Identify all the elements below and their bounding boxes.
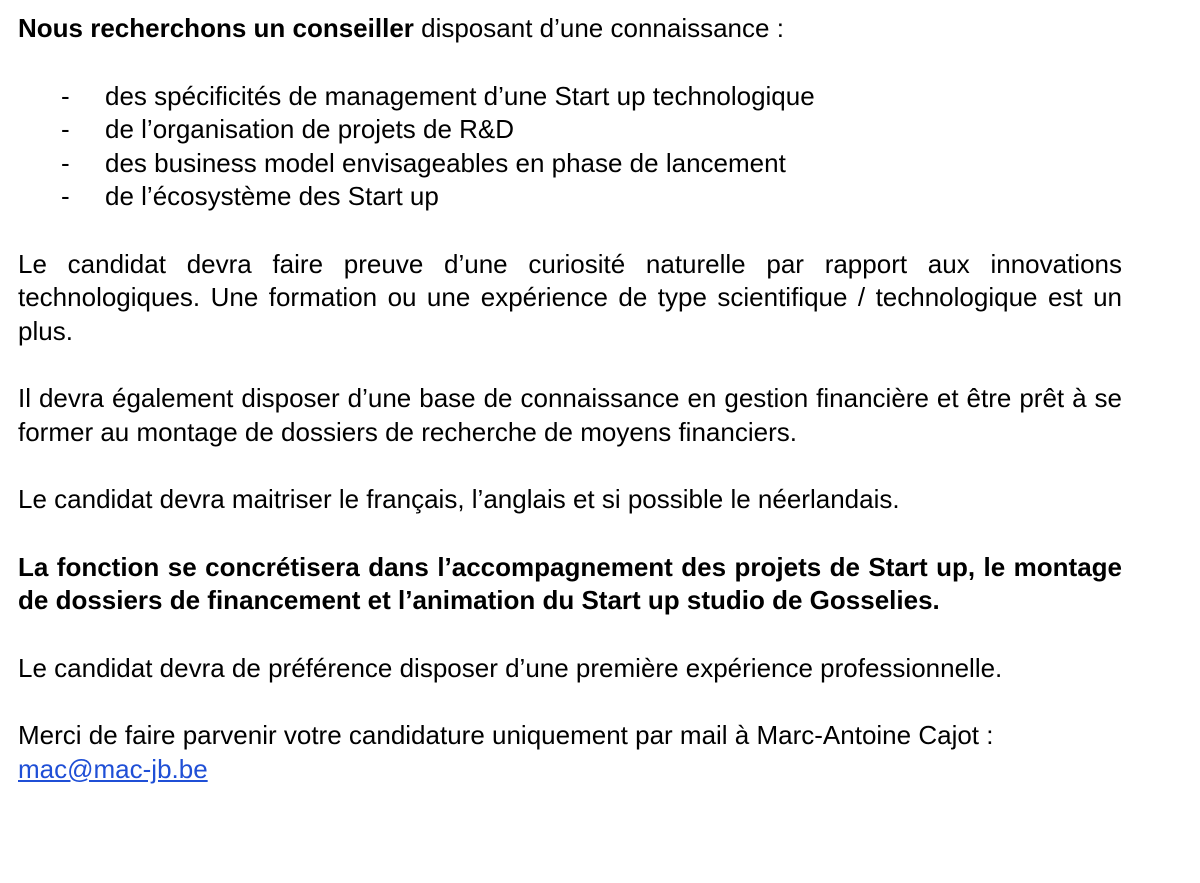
function-paragraph: La fonction se concrétisera dans l’accompagnement des projets de Start up, le montage de dossiers de financement et l’animation du Start up studio de Gosselies. — [18, 551, 1122, 615]
curiosity-paragraph: Le candidat devra faire preuve d’une curiosité naturelle par rapport aux innovations technologiques. Une formation ou une expérience de type scientifique / technologique est un plus. — [18, 248, 1122, 346]
spacer — [18, 618, 1122, 652]
intro-bold-text: Nous recherchons un conseiller — [18, 13, 414, 43]
spacer — [18, 46, 1122, 80]
list-item-text: de l’organisation de projets de R&D — [105, 114, 515, 144]
contact-email-line — [18, 753, 1122, 787]
intro-rest-text: disposant d’une connaissance : — [413, 13, 784, 43]
knowledge-list — [18, 80, 1122, 214]
experience-paragraph: Le candidat devra de préférence disposer d’une première expérience professionnelle. — [18, 652, 1003, 683]
finance-paragraph: Il devra également disposer d’une base de connaissance en gestion financière et être prêt à se former au montage de dossiers de recherche de moyens financiers. — [18, 383, 1122, 447]
list-item-text: des spécificités de management d’une Start up technologique — [105, 80, 815, 111]
bullet-dash: - — [61, 80, 70, 111]
list-item — [18, 80, 1122, 114]
spacer — [18, 214, 1122, 248]
list-item-text: de l’écosystème des Start up — [105, 181, 439, 211]
languages-paragraph: Le candidat devra maitriser le français, l’anglais et si possible le néerlandais. — [18, 484, 900, 514]
list-item — [18, 147, 1122, 181]
contact-paragraph: Merci de faire parvenir votre candidature uniquement par mail à Marc-Antoine Cajot : — [18, 720, 994, 750]
bullet-dash: - — [61, 181, 70, 211]
bullet-dash: - — [61, 147, 70, 178]
bullet-dash: - — [61, 114, 70, 144]
spacer — [18, 517, 1122, 551]
spacer — [18, 348, 1122, 382]
list-item — [18, 180, 1122, 214]
contact-email-link[interactable]: mac@mac-jb.be — [18, 753, 208, 784]
intro-paragraph — [18, 12, 1122, 46]
spacer — [18, 685, 1122, 719]
list-item-text: des business model envisageables en phase de lancement — [105, 147, 786, 178]
document-body — [18, 12, 1122, 786]
spacer — [18, 449, 1122, 483]
list-item — [18, 113, 1122, 147]
